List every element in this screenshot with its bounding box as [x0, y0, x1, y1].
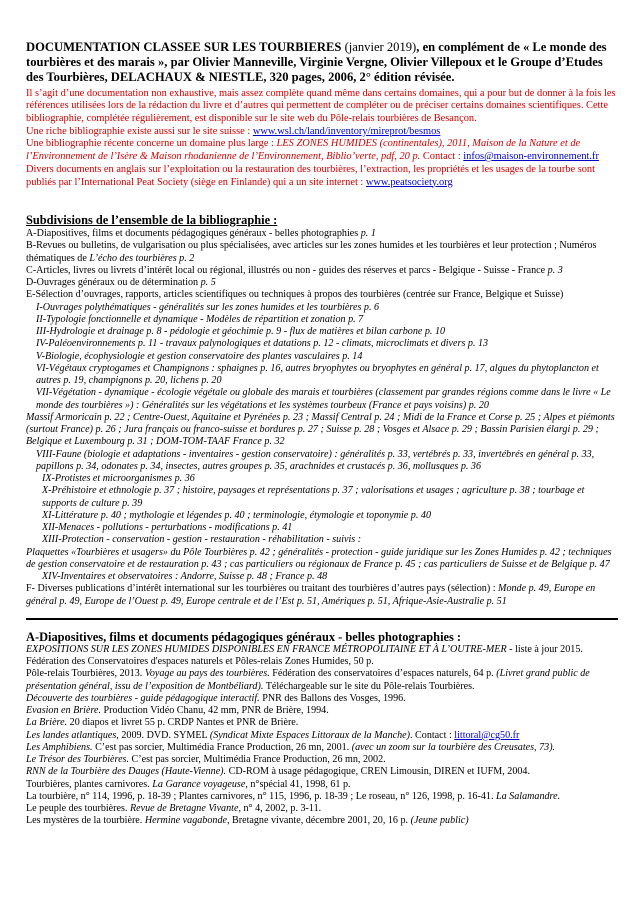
ref-detail: La tourbière, n° 114, 1996, p. 18-39 ; Plantes carnivores, n° 115, 1996, p. 18-39 ; Le roseau, n° 126, 1998, p. 16-41. [26, 790, 496, 802]
subdivision-a-page: p. 1 [360, 228, 376, 240]
subdivision-b[interactable] [26, 240, 618, 265]
reference-entry [26, 754, 618, 766]
subdivision-e-10[interactable]: X-Préhistoire et ethnologie p. 37 ; histoire, paysages et représentations p. 37 ; valorisations et usages ; agriculture p. 38 ; tourbage et supports de culture p. 39 [42, 485, 585, 509]
reference-entry [26, 779, 618, 791]
section-a-heading: A-Diapositives, films et documents pédagogiques généraux - belles photographies : [26, 629, 462, 644]
intro-p2-text: Une riche bibliographie existe aussi sur le site suisse : [26, 125, 253, 137]
subdivision-e-13-detail[interactable]: Plaquettes «Tourbières et usagers» du Pôle Tourbières p. 42 ; généralités - protection - guide juridique sur les Zones Humides p. 42 ; techniques de gestion conservatoire et de restauration p. 43 ; cas particuliers ou régionaux de France p. 45 ; cas particuliers de Suisse et de Belgique p. 47 [26, 546, 612, 570]
subdivisions-heading: Subdivisions de l’ensemble de la bibliographie : [26, 213, 278, 228]
ref-title: RNN de la Tourbière des Dauges (Haute-Vienne). [26, 766, 227, 778]
subdivision-f-pages: Monde p. 49, Europe en général p. 49, Europe de l’Ouest p. 49, Europe centrale et de l’Est p. 51, Amériques p. 51, Afrique-Asie-Australie p. 51 [26, 583, 596, 607]
ref-detail: Production Vidéo Chanu, 42 mm, PNR de Brière, 1994. [101, 705, 329, 717]
ref-title: Les Amphibiens. [26, 741, 93, 753]
document-header [26, 40, 618, 86]
reference-entry [26, 791, 618, 803]
subdivision-e-12[interactable]: XII-Menaces - pollutions - perturbations - modifications p. 41 [42, 522, 293, 534]
ref-note: (Livret grand public de présentation général, issu de l’exposition de Montbéliard). [26, 668, 590, 692]
section-a-references [26, 644, 618, 828]
reference-entry [26, 693, 618, 705]
ref-journal: La Salamandre. [496, 790, 561, 802]
subdivision-e-7[interactable]: VII-Végétation - dynamique - écologie végétale ou globale des marais et tourbières (classement par grandes régions comme dans le livre « Le monde des tourbières ») : Généralités sur les végétations et les systèmes tourbeux (France et pays voisins) p. 20 [36, 387, 611, 411]
intro-paragraph-3 [26, 138, 618, 163]
reference-entry [26, 742, 618, 754]
subdivision-e-2[interactable]: II-Typologie fonctionnelle et dynamique - Modèles de répartition et zonation p. 7 [36, 313, 364, 325]
ref-journal: Revue de Bretagne Vivante [129, 803, 239, 815]
ref-journal: Hermine vagabonde [144, 815, 227, 827]
subdivision-f[interactable] [26, 583, 618, 608]
ref-note: (avec un zoom sur la tourbière des Creusates, 73). [351, 741, 556, 753]
reference-entry [26, 815, 618, 827]
ref-detail: , n°spécial 41, 1998, 61 p. [245, 778, 351, 790]
ref-author: Pôle-relais Tourbières, 2013. [26, 668, 145, 680]
ref-detail: Fédération des conservatoires d’espaces naturels, 64 p. [269, 668, 497, 680]
peatsociety-link[interactable]: www.peatsociety.org [365, 176, 453, 188]
ref-title: Le peuple des tourbières. [26, 803, 130, 815]
ref-detail: C’est pas sorcier, Multimédia France Production, 26 mn, 2001. [92, 741, 352, 753]
reference-entry [26, 803, 618, 815]
ref-title: La Brière. [26, 717, 68, 729]
subdivision-a[interactable] [26, 228, 618, 240]
subdivision-e-6[interactable]: VI-Végétaux cryptogames et Champignons : sphaignes p. 16, autres bryophytes ou bryophytes en général p. 17, algues du phytoplancton et autres p. 19, champignons p. 20, lichens p. 20 [36, 362, 599, 387]
ref-detail: , 2009. DVD. SYMEL [116, 729, 210, 741]
ref-note: (Syndicat Mixte Espaces Littoraux de la Manche) [209, 729, 410, 741]
intro-p3-ref: LES ZONES HUMIDES (continentales), 2011, Maison de la Nature et de l’Environnement de l’Isère & Maison rhodanienne de l’Environnement, Biblio’verte, pdf, 20 p. [26, 138, 581, 163]
symel-contact-link[interactable]: littoral@cg50.fr [454, 729, 520, 741]
ref-title: Le Trésor des Tourbières. [26, 754, 130, 766]
subdivision-e-3[interactable]: III-Hydrologie et drainage p. 8 - pédologie et géochimie p. 9 - flux de matières et bilan carbone p. 10 [36, 326, 446, 338]
subdivision-e-13[interactable]: XIII-Protection - conservation - gestion - restauration - réhabilitation - suivis : [42, 534, 362, 546]
ref-detail: - liste à jour 2015. Fédération des Conservatoires d'espaces naturels et Pôles-relais Zones Humides, 50 p. [26, 643, 583, 668]
ref-detail: , Bretagne vivante, décembre 2001, 20, 16 p. [226, 815, 411, 827]
ref-title: Voyage au pays des tourbières. [144, 668, 270, 680]
ref-title: Evasion en Brière. [26, 705, 102, 717]
maison-environnement-link[interactable]: infos@maison-environnement.fr [463, 151, 599, 163]
intro-p3-contact: Contact : [420, 151, 464, 163]
subdivision-b-label: B-Revues ou bulletins, de vulgarisation ou plus spécialisées, avec articles sur les zones humides et les tourbières et leur protection ; Numéros thématiques de [26, 240, 597, 264]
subdivision-e-5[interactable]: V-Biologie, écophysiologie et gestion conservatoire des plantes vasculaires p. 14 [36, 350, 363, 362]
document-page [26, 0, 618, 828]
subdivision-a-label: A-Diapositives, films et documents pédagogiques généraux - belles photographies [26, 228, 359, 240]
ref-title: EXPOSITIONS SUR LES ZONES HUMIDES DISPONIBLES EN FRANCE MÉTROPOLITAINE ET À L’OUTRE-MER [26, 643, 507, 655]
ref-detail: 20 diapos et livret 55 p. CRDP Nantes et PNR de Brière. [67, 717, 299, 729]
ref-detail: . Contact : [410, 729, 455, 741]
subdivision-f-label: F- Diverses publications d’intérêt international sur les tourbières ou traitant des tourbières d’autres pays (sélection) : [26, 583, 499, 595]
subdivision-d-label: D-Ouvrages généraux ou de détermination [26, 277, 199, 289]
ref-journal: La Garance voyageuse [152, 778, 246, 790]
ref-detail: , n° 4, 2002, p. 3-11. [238, 803, 322, 815]
reference-entry [26, 668, 618, 693]
intro-p3-text: Une bibliographie récente concerne un domaine plus large : [26, 138, 277, 150]
ref-detail: Téléchargeable sur le site du Pôle-relais Tourbières. [263, 680, 475, 692]
reference-entry [26, 717, 618, 729]
reference-entry [26, 766, 618, 778]
intro-p4-text: Divers documents en anglais sur l’exploitation ou la restauration des tourbières, l’extraction, les propriétés et les usages de la tourbe sont publiés par l’International Peat Society (siège en Finlande) qui a un site internet : [26, 163, 596, 188]
intro-paragraph-4 [26, 164, 618, 189]
document-date: (janvier 2019) [344, 40, 417, 54]
subdivision-e-1[interactable]: I-Ouvrages polythématiques - généralités sur les zones humides et les tourbières p. 6 [36, 301, 380, 313]
ref-title: Découverte des tourbières - guide pédagogique interactif. [26, 692, 260, 704]
reference-entry [26, 730, 618, 742]
subdivision-e-8[interactable]: VIII-Faune (biologie et adaptations - inventaires - gestion conservatoire) : généralités p. 33, vertébrés p. 33, invertébrés en général p. 33, papillons p. 34, odonates p. 34, insectes, autres groupes p. 35, arachnides et crustacés p. 36, mollusques p. 36 [36, 448, 595, 472]
reference-entry [26, 644, 618, 669]
subdivision-e-11[interactable]: XI-Littérature p. 40 ; mythologie et légendes p. 40 ; terminologie, étymologie et toponymie p. 40 [42, 509, 431, 521]
subdivision-c-label: C-Articles, livres ou livrets d’intérêt local ou régional, illustrés ou non - guides des réserves et parcs - Belgique - Suisse - France [26, 264, 546, 276]
subdivision-b-page: L’écho des tourbières p. 2 [89, 252, 195, 264]
ref-detail: CD-ROM à usage pédagogique, CREN Limousin, DIREN et IUFM, 2004. [226, 766, 530, 778]
subdivision-c[interactable] [26, 265, 618, 277]
ref-note: (Jeune public) [410, 815, 469, 827]
ref-title: Les landes atlantiques [26, 729, 117, 741]
subdivision-e-4[interactable]: IV-Paléoenvironnements p. 11 - travaux palynologiques et datations p. 12 - climats, microclimats et divers p. 13 [36, 338, 489, 350]
intro-paragraph-2 [26, 126, 618, 139]
reference-entry [26, 705, 618, 717]
ref-detail: C’est pas sorcier, Multimédia France Production, 26 mn, 2002. [129, 754, 386, 766]
subdivision-e-14[interactable]: XIV-Inventaires et observatoires : Andorre, Suisse p. 48 ; France p. 48 [42, 571, 328, 583]
ref-title: Les mystères de la tourbière. [26, 815, 145, 827]
ref-title: Tourbières, plantes carnivores. [26, 778, 153, 790]
subdivision-e-7-regions[interactable]: Massif Armoricain p. 22 ; Centre-Ouest, Aquitaine et Pyrénées p. 23 ; Massif Central p. 24 ; Midi de la France et Corse p. 25 ; Alpes et piémonts (surtout France) p. 26 ; Jura français ou franco-suisse et bordures p. 27 ; Suisse p. 28 ; Vosges et Alsace p. 29 ; Bassin Parisien élargi p. 29 ; Belgique et Luxembourg p. 31 ; DOM-TOM-TAAF France p. 32 [26, 411, 615, 448]
document-subtitle: , en complément de « Le monde des tourbières et des marais », par Olivier Manneville, Virginie Vergne, Olivier Villepoux et le Groupe d’Etudes des Tourbières, DELACHAUX & NIESTLE, 320 pages, 2006, 2° édition révisée. [26, 40, 607, 85]
subdivision-d-page: p. 5 [200, 277, 216, 289]
subdivision-c-page: p. 3 [547, 264, 563, 276]
section-divider [26, 618, 618, 620]
ref-detail: PNR des Ballons des Vosges, 1996. [259, 692, 406, 704]
subdivision-d[interactable] [26, 277, 618, 289]
subdivision-e[interactable]: E-Sélection d’ouvrages, rapports, articles scientifiques ou techniques à propos des tourbières (centrée sur France, Belgique et Suisse) [26, 289, 564, 301]
intro-paragraph-1: Il s’agit d’une documentation non exhaustive, mais assez complète quand même dans certains domaines, qui a pour but de donner à la fois les références utilisées lors de la rédaction du livre et d’autres qui permettent de compléter ou de préciser certains domaines scientifiques. Cette bibliographie, complétée régulièrement, est disponible sur le site web du Pôle-relais tourbières de Besançon. [26, 87, 616, 125]
wsl-link[interactable]: www.wsl.ch/land/inventory/mireprot/besmos [252, 125, 441, 137]
document-title: DOCUMENTATION CLASSEE SUR LES TOURBIERES [26, 40, 342, 54]
subdivision-e-9[interactable]: IX-Protistes et microorganismes p. 36 [42, 473, 195, 485]
